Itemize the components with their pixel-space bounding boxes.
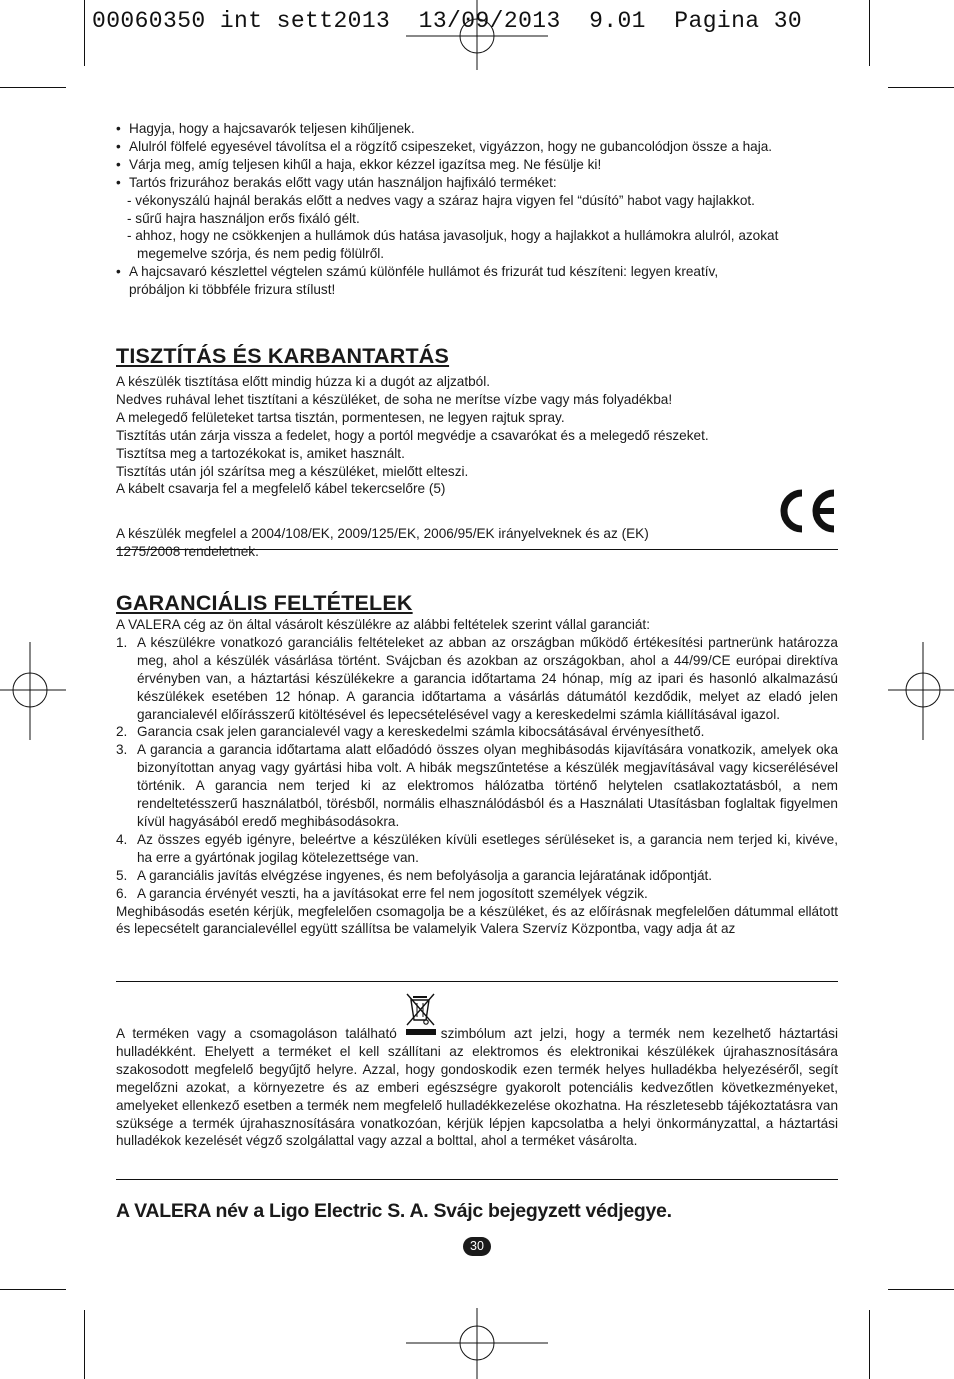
list-item: 3. A garancia a garancia időtartama alatt előadódó összes olyan meghibásodás kijavítására vonatkozik, amelyek oka bizonyítottan anyag vagy gyártási hiba volt. A hibák megszűntetése a készülék megjavításával vagy kicserélésével történik. A garancia nem terjed ki az elektromos hálózatba történő helytelen csatlakoztatásból, a nem rendeltetésszerű használatból, törésből, normális elhasználódásból és a Használati Utasításban foglaltak figyelmen kívül hagyásából eredő meghibásodásokra. bbox=[116, 742, 838, 829]
tip-item-continued: próbáljon ki többféle frizura stílust! bbox=[129, 282, 336, 298]
crop-mark bbox=[0, 1289, 66, 1290]
list-item: 5. A garanciális javítás elvégzése ingyenes, és nem befolyásolja a garancia lejáratának időpontját. bbox=[116, 867, 713, 883]
section-divider bbox=[116, 981, 838, 982]
section-divider bbox=[116, 1179, 838, 1180]
tip-subitem: - ahhoz, hogy ne csökkenjen a hullámok dús hatása javasoljuk, hogy a hajlakkot a hullámokra alulról, azokat bbox=[127, 228, 779, 244]
tip-subitem: - sűrű hajra használjon erős fixáló gélt. bbox=[127, 210, 360, 226]
usage-tips bbox=[116, 120, 838, 299]
tip-subitem-continued: megemelve szórja, és nem pedig fölülről. bbox=[137, 246, 385, 262]
tip-item: • Tartós frizurához berakás előtt vagy után használjon hajfixáló terméket: bbox=[116, 174, 838, 192]
print-slug: 00060350 int sett2013 13/09/2013 9.01 Pagina 30 bbox=[92, 8, 803, 34]
registration-mark-icon bbox=[888, 642, 954, 740]
tip-item: • Alulról fölfelé egyesével távolítsa el a rögzítő csipeszeket, vigyázzon, hogy ne gubancolódjon össze a haja. bbox=[116, 138, 838, 156]
crop-mark bbox=[84, 1310, 85, 1379]
section-divider bbox=[116, 549, 838, 550]
warranty-outro: Meghibásodás esetén kérjük, megfelelően csomagolja be a készüléket, és az előírásnak megfelelően dátummal ellátott és lepecsételt garancialevéllel együtt szállítsa be valamelyik Valera Szervíz Központba, vagy adja át az bbox=[116, 903, 838, 937]
tip-item: • Várja meg, amíg teljesen kihűl a haja, ekkor kézzel igazítsa meg. Ne fésülje ki! bbox=[116, 156, 838, 174]
ce-mark-icon bbox=[778, 489, 840, 533]
trademark-notice: A VALERA név a Ligo Electric S. A. Svájc bejegyzett védjegye. bbox=[116, 1200, 672, 1222]
crop-mark bbox=[84, 0, 85, 66]
list-item: 6. A garancia érvényét veszti, ha a javításokat erre fel nem jogosított személyek végzik. bbox=[116, 885, 648, 901]
crop-mark bbox=[869, 0, 870, 66]
cleaning-line: A készülék tisztítása előtt mindig húzza ki a dugót az aljzatból. bbox=[116, 374, 491, 389]
compliance-statement: A készülék megfelel a 2004/108/EK, 2009/125/EK, 2006/95/EK irányelveknek és az (EK) 1275/2008 rendeletnek. bbox=[116, 526, 649, 560]
warranty-section bbox=[116, 590, 838, 938]
tip-item: • A hajcsavaró készlettel végtelen számú különféle hullámot és frizurát tud készíteni: legyen kreatív, bbox=[116, 263, 838, 281]
warranty-heading: GARANCIÁLIS FELTÉTELEK bbox=[116, 591, 413, 615]
list-item: 4. Az összes egyéb igényre, beleértve a készüléken kívüli esetleges sérüléseket is, a garancia nem terjed ki, kivéve, ha erre a gyártónak jogilag kötelezettsége van. bbox=[116, 831, 838, 865]
registration-mark-icon bbox=[0, 642, 66, 740]
cleaning-line: Tisztítsa meg a tartozékokat is, amiket használt. bbox=[116, 445, 405, 461]
cleaning-line: Tisztítás után zárja vissza a fedelet, hogy a portól megvédje a csavarókat és a melegedő részeket. bbox=[116, 427, 709, 443]
warranty-intro: A VALERA cég az ön által vásárolt készülékre az alábbi feltételek szerint vállal garanciát: bbox=[116, 617, 650, 632]
crop-mark bbox=[888, 87, 954, 88]
crop-mark bbox=[888, 1289, 954, 1290]
cleaning-line: A melegedő felületeket tartsa tisztán, pormentesen, ne legyen rajtuk spray. bbox=[116, 409, 565, 425]
cleaning-heading: TISZTÍTÁS ÉS KARBANTARTÁS bbox=[116, 344, 450, 368]
cleaning-line: Nedves ruhával lehet tisztítani a készüléket, de soha ne merítse vízbe vagy más folyadékba! bbox=[116, 391, 673, 407]
tip-item: • Hagyja, hogy a hajcsavarók teljesen kihűljenek. bbox=[116, 120, 838, 138]
page-number-badge: 30 bbox=[463, 1237, 491, 1256]
tip-subitem: - vékonyszálú hajnál berakás előtt a nedves vagy a száraz hajra vigyen fel “dúsító” habot vagy hajlakkot. bbox=[127, 192, 755, 208]
crop-mark bbox=[0, 87, 66, 88]
cleaning-line: Tisztítás után jól szárítsa meg a készüléket, mielőtt elteszi. bbox=[116, 463, 469, 479]
warranty-terms-list bbox=[116, 634, 838, 903]
weee-text-before: A terméken vagy a csomagoláson található bbox=[116, 1026, 397, 1041]
list-item: 1. A készülékre vonatkozó garanciális feltételeket az abban az országban működő értékesítési partnerünk határozza meg, ahol a készülék vásárlása történt. Svájcban és azokban az országokban, ahol a 44/99/CE európai direktíva érvényben van, a háztartási készülékekre a garancia időtartama 24 hónap, míg az ipari és hasonló alkalmazású készülékek esetében 12 hónap. A garancia időtartama a vásárlás dátumától kezdődik, melyet az eladó jelen garancialevél előírásszerű kitöltésével és lepecsételésével vagy a kereskedelmi számla kiállításával igazol. bbox=[116, 634, 838, 722]
cleaning-section bbox=[116, 343, 838, 561]
registration-mark-icon bbox=[406, 0, 548, 70]
list-item: 2. Garancia csak jelen garancialevél vagy a kereskedelmi számla kibocsátásával érvényesíthető. bbox=[116, 724, 705, 740]
weee-text-after: szimbólum azt jelzi, hogy a termék nem kezelhető háztartási hulladékként. Ehelyett a terméket el kell szállítani az elektromos és elektronikai készülékek újrahasznosítására szakosodott megfelelő begyűjtő helyre. Azzal, hogy gondoskodik ezen termék helyes hulladékba helyezéséről, segít megelőzni azokat, a környezetre és az emberi egészségre gyakorolt potenciális kedvezőtlen következményeket, amelyeket ellenkező esetben a termék nem megfelelő hulladékkezelése okozhatna. Ha részletesebb tájékoztatásra van szüksége a termék újrahasznosítására vonatkozóan, kérjük lépjen kapcsolatba a helyi önkormányzattal, a háztartási hulladékok kezelését végző szolgálattal vagy azzal a bolttal, ahol a terméket vásárolta. bbox=[116, 1026, 838, 1149]
weee-notice bbox=[116, 1025, 838, 1150]
registration-mark-icon bbox=[406, 1308, 548, 1379]
cleaning-line: A kábelt csavarja fel a megfelelő kábel tekercselőre (5) bbox=[116, 481, 446, 497]
crop-mark bbox=[869, 1310, 870, 1379]
